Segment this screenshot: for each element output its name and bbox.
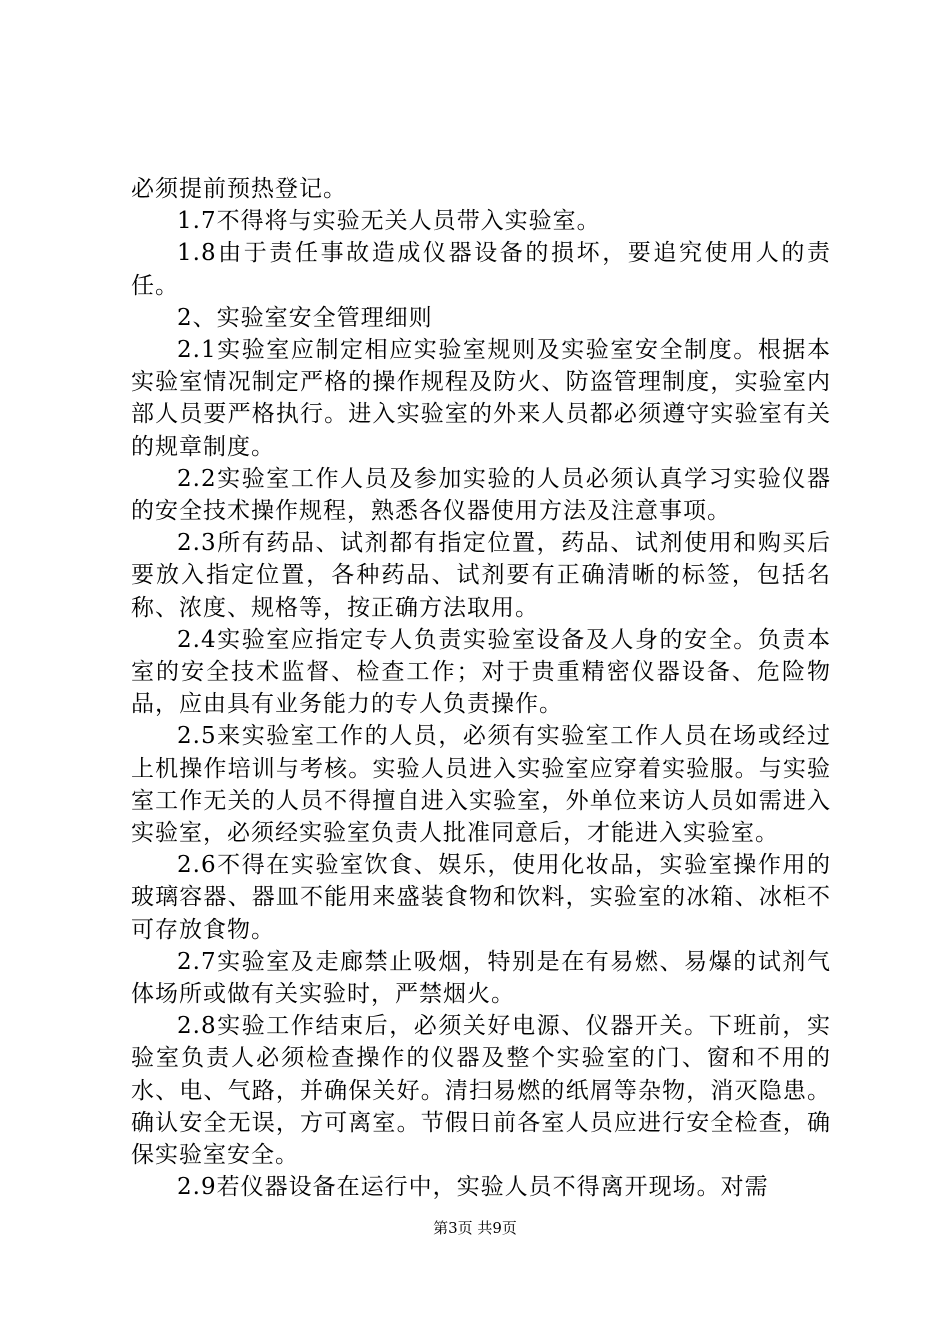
- paragraph: 必须提前预热登记。: [131, 176, 347, 202]
- paragraph: 1.7不得将与实验无关人员带入实验室。: [177, 208, 601, 235]
- document-body: [131, 173, 831, 1204]
- paragraph: 2.3所有药品、试剂都有指定位置，药品、试剂使用和购买后要放入指定位置，各种药品、试剂要有正确清晰的标签，包括名称、浓度、规格等，按正确方法取用。: [131, 530, 831, 621]
- paragraph: 2.5来实验室工作的人员，必须有实验室工作人员在场或经过上机操作培训与考核。实验人员进入实验室应穿着实验服。与实验室工作无关的人员不得擅自进入实验室，外单位来访人员如需进入实验室，必须经实验室负责人批准同意后，才能进入实验室。: [131, 723, 831, 847]
- paragraph: 2.7实验室及走廊禁止吸烟，特别是在有易燃、易爆的试剂气体场所或做有关实验时，严禁烟火。: [131, 948, 831, 1008]
- paragraph: 2.6不得在实验室饮食、娱乐，使用化妆品，实验室操作用的玻璃容器、器皿不能用来盛装食物和饮料，实验室的冰箱、冰柜不可存放食物。: [131, 852, 831, 943]
- paragraph: 2.4实验室应指定专人负责实验室设备及人身的安全。负责本室的安全技术监督、检查工作；对于贵重精密仪器设备、危险物品，应由具有业务能力的专人负责操作。: [131, 626, 831, 718]
- paragraph: 2.8实验工作结束后，必须关好电源、仪器开关。下班前，实验室负责人必须检查操作的仪器及整个实验室的门、窗和不用的水、电、气路，并确保关好。清扫易燃的纸屑等杂物，消灭隐患。确认安全无误，方可离室。节假日前各室人员应进行安全检查，确保实验室安全。: [131, 1013, 831, 1169]
- paragraph: 1.8由于责任事故造成仪器设备的损坏，要追究使用人的责任。: [131, 240, 831, 299]
- paragraph: 2.2实验室工作人员及参加实验的人员必须认真学习实验仪器的安全技术操作规程，熟悉各仪器使用方法及注意事项。: [131, 465, 831, 525]
- page-number-footer: 第3页 共9页: [433, 1219, 517, 1237]
- paragraph: 2.9若仪器设备在运行中，实验人员不得离开现场。对需: [177, 1174, 769, 1201]
- section-heading: 2、实验室安全管理细则: [177, 304, 433, 331]
- paragraph: 2.1实验室应制定相应实验室规则及实验室安全制度。根据本实验室情况制定严格的操作规程及防火、防盗管理制度，实验室内部人员要严格执行。进入实验室的外来人员都必须遵守实验室有关的规章制度。: [131, 337, 831, 460]
